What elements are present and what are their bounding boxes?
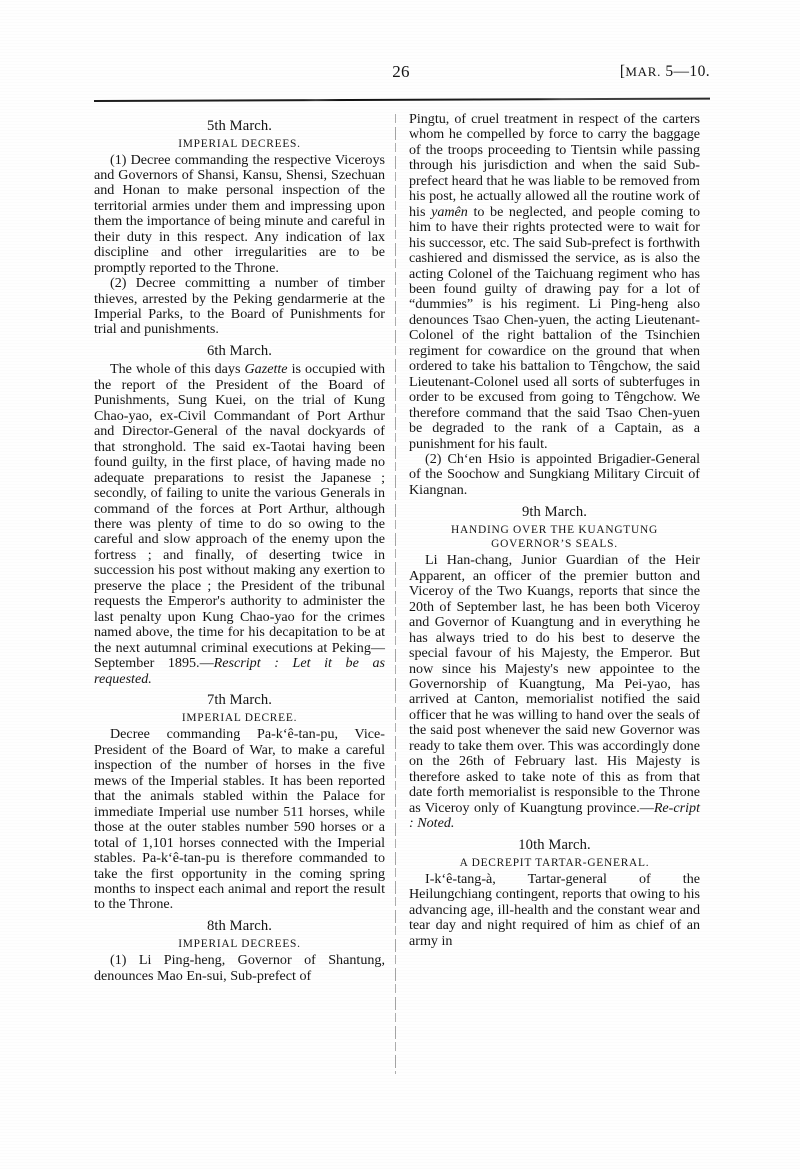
rescript-italic: Rescript : Let it be as requested. [94,655,385,687]
section-heading: IMPERIAL DECREES. [178,137,301,150]
date-heading: 6th March. [206,343,273,360]
italic-term: yamên [431,203,468,220]
paragraph-text: Pingtu, of cruel treatment in respect of the carters whom he compelled by force to carry the baggage of the troops proceeding to Tientsin while passing through his jurisdiction and when the said Sub-prefect heard that he was liable to be removed from his post, he actually allowed all the routine work of his [409,111,700,220]
running-head-days: 5—10. [661,63,710,80]
date-heading: 10th March. [518,836,591,853]
paragraph-text: is occupied with the report of the President of the Board of Punishments, Sung Kuei, on the trial of Kung Chao-yao, ex-Civil Commandant of Port Arthur and Director-General of the naval dockyards of that stronghold. The said ex-Taotai having been found guilty, in the first place, of having made no adequate preparations to resist the Japanese ; secondly, of failing to unite the various Generals in command of the forces at Port Arthur, although there was plenty of time to do so owing to the careful and slow approach of the enemy upon the fortress ; and finally, of deserting twice in succession his post without making any exertion to preserve the place ; the President of the tribunal requests the Emperor's authority to administer the last penalty upon Kung Chao-yao for the crimes named above, the time for his decapitation to be at the next autumnal criminal executions at Peking—September 1895.— [94,361,385,672]
section-heading: IMPERIAL DECREES. [178,938,301,951]
section-heading: HANDING OVER THE KUANGTUNG GOVERNOR’S SEALS. [451,523,658,551]
bracket: [ [619,63,626,80]
paragraph-text: to be neglected, and people coming to him to have their rights protected were to wait for his successor, etc. The said Sub-prefect is forthwith cashiered and dismissed the service, as is also the acting Colonel of the Taichuang regiment who has been found guilty of drawing pay for a lot of “dummies” is his regiment. Li Ping-heng also denounces Tsao Chen-yuen, the acting Lieutenant-Colonel of the right battalion of the Tsinchien regiment for cowardice on the ground that when ordered to take his battalion to Têngchow, the said Lieutenant-Colonel used all sorts of subterfuges in order to be excused from going to Têngchow. We therefore command that the said Tsao Chen-yuen be degraded to the rank of a Captain, as a punishment for his fault. [409,203,700,452]
column-divider-rule [395,114,396,1074]
body-paragraph: (2) Ch‘en Hsio is appointed Brigadier-General of the Soochow and Sungkiang Military Circuit of Kiangnan. [409,450,700,498]
body-paragraph: (1) Decree commanding the respective Viceroys and Governors of Shansi, Kansu, Shensi, Szechuan and Honan to make personal inspection of the territorial armies under them and impressing upon them the importance of being minute and careful in their duty in this respect. Any indication of lax discipline and other irregularities are to be promptly reported to the Throne. [94,151,385,276]
paragraph-text: Li Han-chang, Junior Guardian of the Heir Apparent, an officer of the premier button and Viceroy of the Two Kuangs, reports that since the 20th of September last, he has been both Viceroy and Governor of Kuangtung and in everything he has always tried to do his best to deserve the special favour of his Majesty, the Emperor. But now since his Majesty's new appointee to the Governorship of Kuangtung, Ma Pei-yao, has arrived at Canton, memorialist notified the said officer that he was willing to hand over the seals of the said post whenever the said new Governor was ready to take them over. This was accordingly done on the 26th of February last. His Majesty is therefore asked to take note of this as from that date forth memorialist is responsible to the Throne as Viceroy only of Kuangtung province.— [409,552,700,816]
body-paragraph: Decree commanding Pa-k‘ê-tan-pu, Vice-President of the Board of War, to make a careful inspection of the number of horses in the five mews of the Imperial stables. It has been reported that the animals stabled within the Palace for immediate Imperial use number 511 horses, while those at the outer stables number 590 horses or a total of 1,101 horses connected with the Imperial stables. Pa-k‘ê-tan-pu is therefore commanded to take the first opportunity in the coming spring months to inspect each animal and report the result to the Throne. [94,726,385,913]
date-heading: 9th March. [521,503,588,520]
section-heading: A DECREPIT TARTAR-GENERAL. [459,856,650,869]
left-text-column [94,112,395,1087]
body-paragraph [409,112,700,452]
date-heading: 5th March. [206,117,273,134]
body-paragraph: I-k‘ê-tang-à, Tartar-general of the Heilungchiang contingent, reports that owing to his advancing age, ill-health and the constant wear and tear day and night required of him as chief of an army in [409,870,700,949]
body-paragraph [409,553,700,831]
running-head-date-range [620,63,710,81]
page-number: 26 [392,62,410,81]
date-heading: 8th March. [206,918,273,935]
body-paragraph [94,362,385,687]
header-rule [94,98,710,102]
running-head-month: MAR. [625,64,662,79]
body-paragraph: (1) Li Ping-heng, Governor of Shantung, denounces Mao En-sui, Sub-prefect of [94,952,385,984]
section-heading: IMPERIAL DECREE. [181,712,298,725]
paragraph-text: The whole of this days [110,361,245,378]
rescript-italic: Re-cript : Noted. [409,799,700,832]
italic-term: Gazette [244,361,288,378]
date-heading: 7th March. [206,692,273,709]
running-head [92,62,710,88]
body-paragraph: (2) Decree committing a number of timber thieves, arrested by the Peking gendarmerie at the Imperial Parks, to the Board of Punishments for trial and punishments. [94,275,385,338]
right-text-column [396,112,700,1087]
two-column-body [94,112,710,1087]
